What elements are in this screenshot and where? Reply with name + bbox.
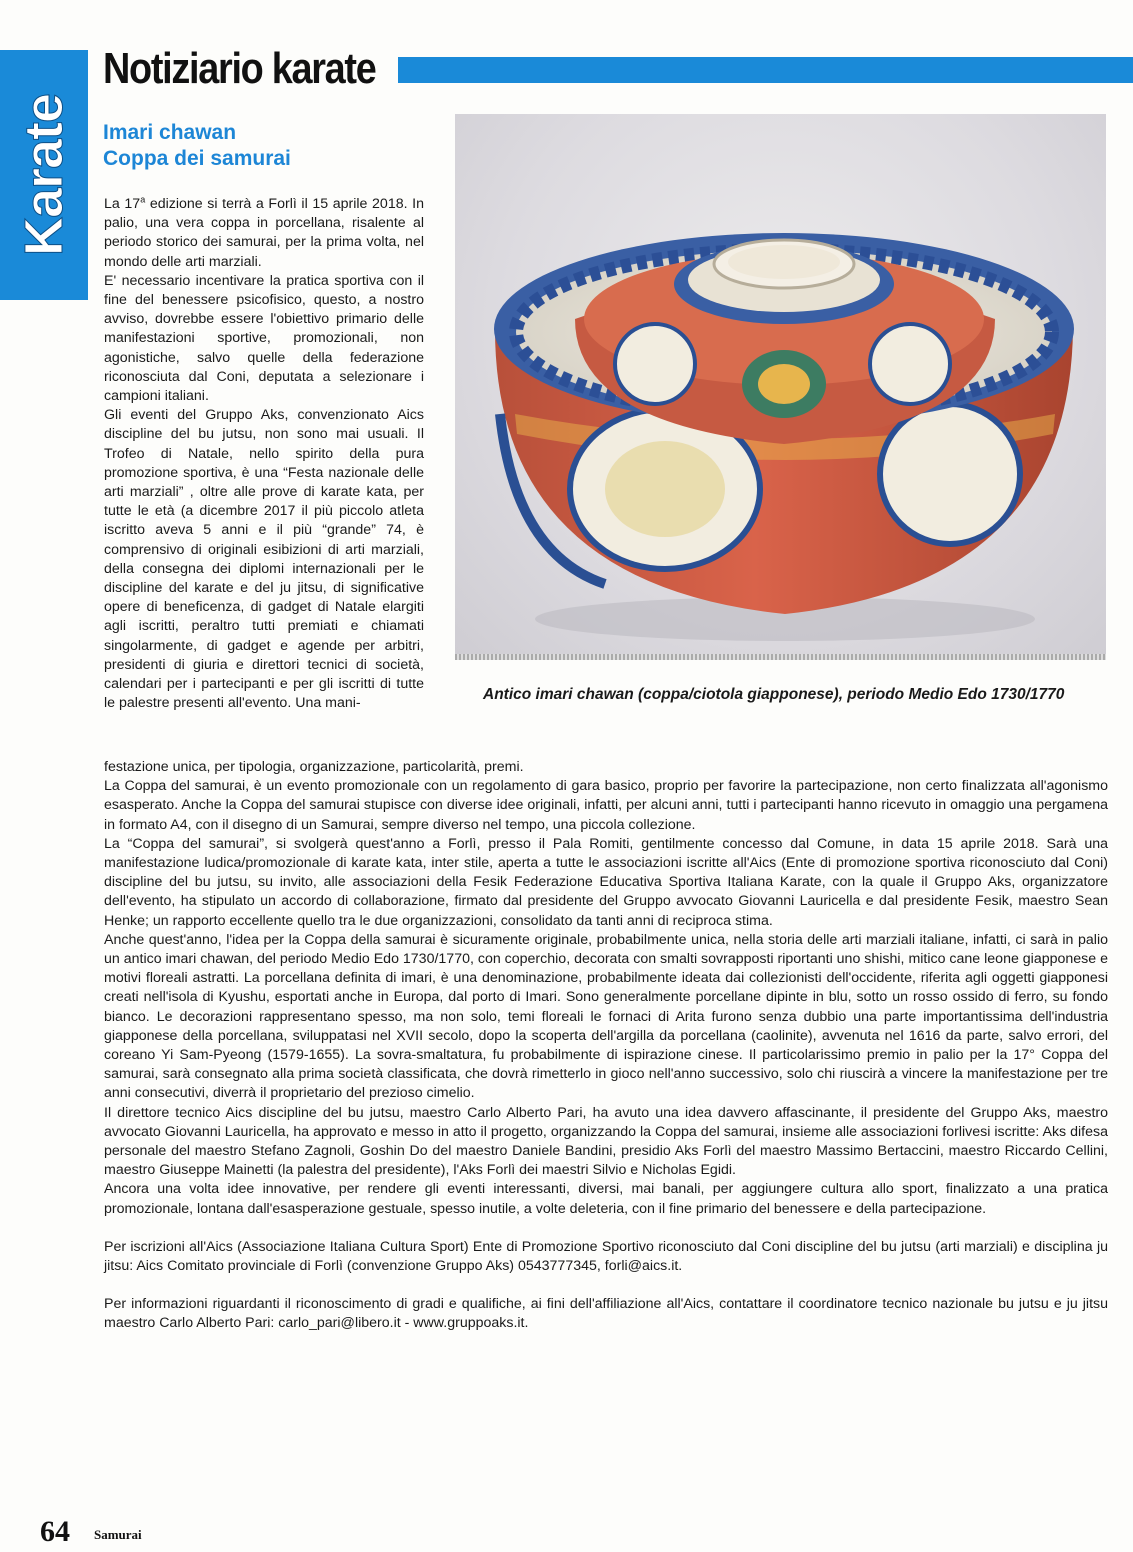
- subtitle-line-2: Coppa dei samurai: [103, 147, 291, 170]
- paragraph-7: Il direttore tecnico Aics discipline del bu jutsu, maestro Carlo Alberto Pari, ha avuto una idea davvero affascinante, il presidente del Gruppo Aks, maestro avvocato Giovanni Lauricella, ha approvato e messo in atto il progetto, organizzando la Coppa del samurai, insieme alle associazioni forlivesi iscritte: Aks difesa personale del maestro Stefano Zagnoli, Goshin Do del maestro Daniele Bandini, presidio Aks Forlì del maestro Massimo Bertaccini, maestro Riccardo Cellini, maestro Giuseppe Mainetti (la palestra del presidente), l'Aks Forlì dei maestri Silvio e Nicholas Egidi.: [104, 1104, 1108, 1179]
- left-column: [104, 195, 424, 713]
- spacer: [104, 1276, 1108, 1295]
- paragraph-2: E' necessario incentivare la pratica sportiva con il fine del benessere psicofisico, questo, a nostro avviso, dovrebbe essere l'obiettivo primario delle manifestazioni sportive, promozionali, non agonistiche, salvo quelle della federazione riconosciuta dal Coni, deputata a selezionare i campioni italiani.: [104, 272, 424, 405]
- section-tab-label: Karate: [14, 93, 74, 257]
- subtitle-line-1: Imari chawan: [103, 121, 237, 144]
- paragraph-9: Per iscrizioni all'Aics (Associazione Italiana Cultura Sport) Ente di Promozione Sportivo riconosciuto dal Coni discipline del bu jutsu (arti marziali) e disciplina ju jitsu: Aics Comitato provinciale di Forlì (convenzione Gruppo Aks) 0543777345, forli@aics.it.: [104, 1238, 1108, 1275]
- p1-rest: edizione si terrà a Forlì il 15 aprile 2018. In palio, una vera coppa in porcellana, risalente al periodo storico dei samurai, per la prima volta, nel mondo delle arti marziali.: [104, 196, 424, 270]
- paragraph-8: Ancora una volta idee innovative, per rendere gli eventi interessanti, diversi, mai banali, per aggiungere cultura allo sport, finalizzato a una pratica promozionale, lontana dall'esasperazione gestuale, spesso inutile, a volte deleteria, con il fine primario del benessere e della partecipazione.: [104, 1181, 1108, 1217]
- page-title: Notiziario karate: [103, 44, 376, 93]
- paragraph-1: [104, 195, 424, 272]
- full-width-text: [104, 758, 1108, 1334]
- paragraph-6: Anche quest'anno, l'idea per la Coppa della samurai è sicuramente originale, probabilmente unica, nella storia delle arti marziali italiane, infatti, ci sarà in palio un antico imari chawan, del periodo Medio Edo 1730/1770, con coperchio, decorata con smalti sovrapposti riportanti uno shishi, mitico cane leone giapponese e motivi floreali astratti. La porcellana definita di imari, è una denominazione, probabilmente ideata dai collezionisti dell'occidente, riferita agli oggetti giapponesi creati nell'isola di Kyushu, esportati anche in Europa, dal porto di Imari. Sono generalmente porcellane dipinte in blu, sotto un rosso ossido di ferro, su fondo bianco. Le decorazioni rappresentano spesso, ma non solo, temi floreali le fornaci di Arita furono senza dubbio una parte importantissima dell'industria giapponese della porcellana, sviluppatasi nel XVII secolo, dopo la scoperta dell'argilla da porcellana (caolinite), avvenuta nel 1616 da parte, salvo errori, del coreano Yi Sam-Pyeong (1579-1655). La sovra-smaltatura, fu probabilmente di ispirazione cinese. Il particolarissimo premio in palio per la 17° Coppa del samurai, sarà consegnato alla prima società classificata, che dovrà rimetterlo in gioco nell'anno successivo, solo chi riuscirà a vincere la manifestazione per tre anni consecutivi, diverrà il proprietario del prezioso cimelio.: [104, 931, 1108, 1102]
- bowl-photo: [455, 114, 1106, 654]
- p1-start: La 17: [104, 196, 141, 212]
- page-number: 64: [40, 1515, 70, 1548]
- paragraph-5: La “Coppa del samurai”, si svolgerà quest'anno a Forlì, presso il Pala Romiti, gentilmente concesso dal Comune, in data 15 aprile 2018. Sarà una manifestazione ludica/promozionale di karate kata, inter stile, aperta a tutte le associazioni iscritte all'Aics (Ente di promozione sportiva riconosciuto dal Coni) discipline del bu jutsu, su invito, alle associazioni della Fesik Federazione Educativa Sportiva Italiana Karate, con la quale il Gruppo Aks, organizzatore dell'evento, ha stipulato un accordo di collaborazione, firmato dal presidente del Gruppo avvocato Giovanni Lauricella e dal presidente Fesik, maestro Sean Henke; un rapporto eccellente quello tra le due organizzazioni, consolidato da tanti anni di reciproca stima.: [104, 835, 1108, 929]
- paragraph-4: La Coppa del samurai, è un evento promozionale con un regolamento di gara basico, proprio per favorire la partecipazione, non certo finalizzata all'agonismo esasperato. Anche la Coppa del samurai stupisce con diverse idee originali, infatti, per alcuni anni, tutti i partecipanti hanno ricevuto in omaggio una pergamena in formato A4, con il disegno di un Samurai, sempre diverso nel tempo, una piccola collezione.: [104, 778, 1108, 833]
- section-tab: [0, 50, 88, 300]
- article-subtitle: [103, 120, 291, 172]
- imari-bowl-illustration: [455, 114, 1106, 654]
- header-bar: [398, 57, 1133, 83]
- paragraph-3-end: festazione unica, per tipologia, organizzazione, particolarità, premi.: [104, 759, 524, 775]
- p1-superscript: a: [140, 194, 146, 205]
- photo-caption: Antico imari chawan (coppa/ciotola giapponese), periodo Medio Edo 1730/1770: [483, 686, 1065, 703]
- paragraph-10: Per informazioni riguardanti il riconoscimento di gradi e qualifiche, ai fini dell'affiliazione all'Aics, contattare il coordinatore tecnico nazionale bu jutsu e ju jitsu maestro Carlo Alberto Pari: carlo_pari@libero.it - www.gruppoaks.it.: [104, 1296, 1108, 1332]
- paragraph-3: Gli eventi del Gruppo Aks, convenzionato Aics discipline del bu jutsu, non sono mai usuali. Il Trofeo di Natale, nello spirito della pura promozione sportiva, è una “Festa nazionale delle arti marziali” , oltre alle prove di karate kata, per tutte le età (a dicembre 2017 il più piccolo atleta iscritto aveva 5 anni e il più “grande” 74, è comprensivo di originali esibizioni di arti marziali, della consegna dei diplomi internazionali per le discipline del karate e del ju jitsu, di significative opere di beneficenza, di gadget di Natale elargiti agli iscritti, peraltro tutti premiati e chiamati singolarmente, di gadget e agende per arbitri, presidenti di giuria e direttori tecnici di società, calendari per i partecipanti e per gli iscritti di tutte le palestre presenti all'evento. Una mani-: [104, 407, 424, 712]
- spacer: [104, 1219, 1108, 1238]
- photo-border: [455, 654, 1106, 660]
- magazine-name: Samurai: [94, 1527, 142, 1542]
